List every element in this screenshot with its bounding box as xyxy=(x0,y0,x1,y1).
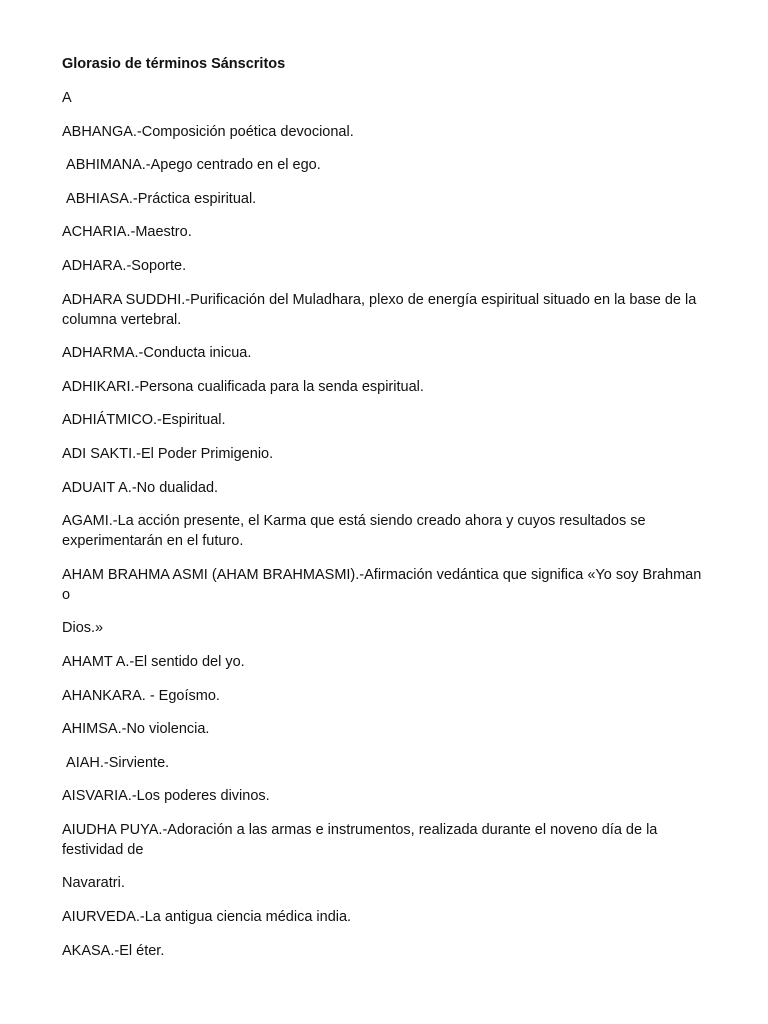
glossary-entry: ADHIÁTMICO.-Espiritual. xyxy=(62,412,226,429)
glossary-entry: AHAMT A.-El sentido del yo. xyxy=(62,653,245,670)
glossary-entry: ADHIKARI.-Persona cualificada para la senda espiritual. xyxy=(62,378,424,395)
glossary-entry: AIUDHA PUYA.-Adoración a las armas e instrumentos, realizada durante el noveno día de la festividad de xyxy=(62,821,662,858)
glossary-entry: AGAMI.-La acción presente, el Karma que está siendo creado ahora y cuyos resultados se experimentarán en el futuro. xyxy=(62,513,650,550)
glossary-entry: ADHARA SUDDHI.-Purificación del Muladhara, plexo de energía espiritual situado en la base de la columna vertebral. xyxy=(62,291,701,328)
glossary-entry: ABHANGA.-Composición poética devocional. xyxy=(62,123,354,140)
glossary-entry: AHANKARA. - Egoísmo. xyxy=(62,687,220,704)
glossary-entry: ADHARA.-Soporte. xyxy=(62,257,187,274)
glossary-entry: ADI SAKTI.-El Poder Primigenio. xyxy=(62,445,274,462)
glossary-entry: ABHIMANA.-Apego centrado en el ego. xyxy=(62,157,321,174)
glossary-entry: AHAM BRAHMA ASMI (AHAM BRAHMASMI).-Afirmación vedántica que significa «Yo soy Brahman o xyxy=(62,566,706,603)
glossary-entry: ADHARMA.-Conducta inicua. xyxy=(62,345,252,362)
glossary-entry: AIURVEDA.-La antigua ciencia médica india. xyxy=(62,909,352,926)
glossary-entry: AKASA.-El éter. xyxy=(62,942,165,959)
glossary-entry: ABHIASA.-Práctica espiritual. xyxy=(62,190,257,207)
glossary-entry: AIAH.-Sirviente. xyxy=(62,754,170,771)
glossary-entry: AHIMSA.-No violencia. xyxy=(62,721,210,738)
glossary-entry: ADUAIT A.-No dualidad. xyxy=(62,479,219,496)
glossary-letter-heading: A xyxy=(62,90,72,106)
document-title: Glorasio de términos Sánscritos xyxy=(62,56,286,72)
glossary-entry: ACHARIA.-Maestro. xyxy=(62,224,192,241)
glossary-entry-continuation: Dios.» xyxy=(62,620,104,637)
document-page xyxy=(62,55,706,974)
glossary-body xyxy=(62,88,706,961)
glossary-entry-continuation: Navaratri. xyxy=(62,875,125,892)
glossary-entry: AISVARIA.-Los poderes divinos. xyxy=(62,788,270,805)
